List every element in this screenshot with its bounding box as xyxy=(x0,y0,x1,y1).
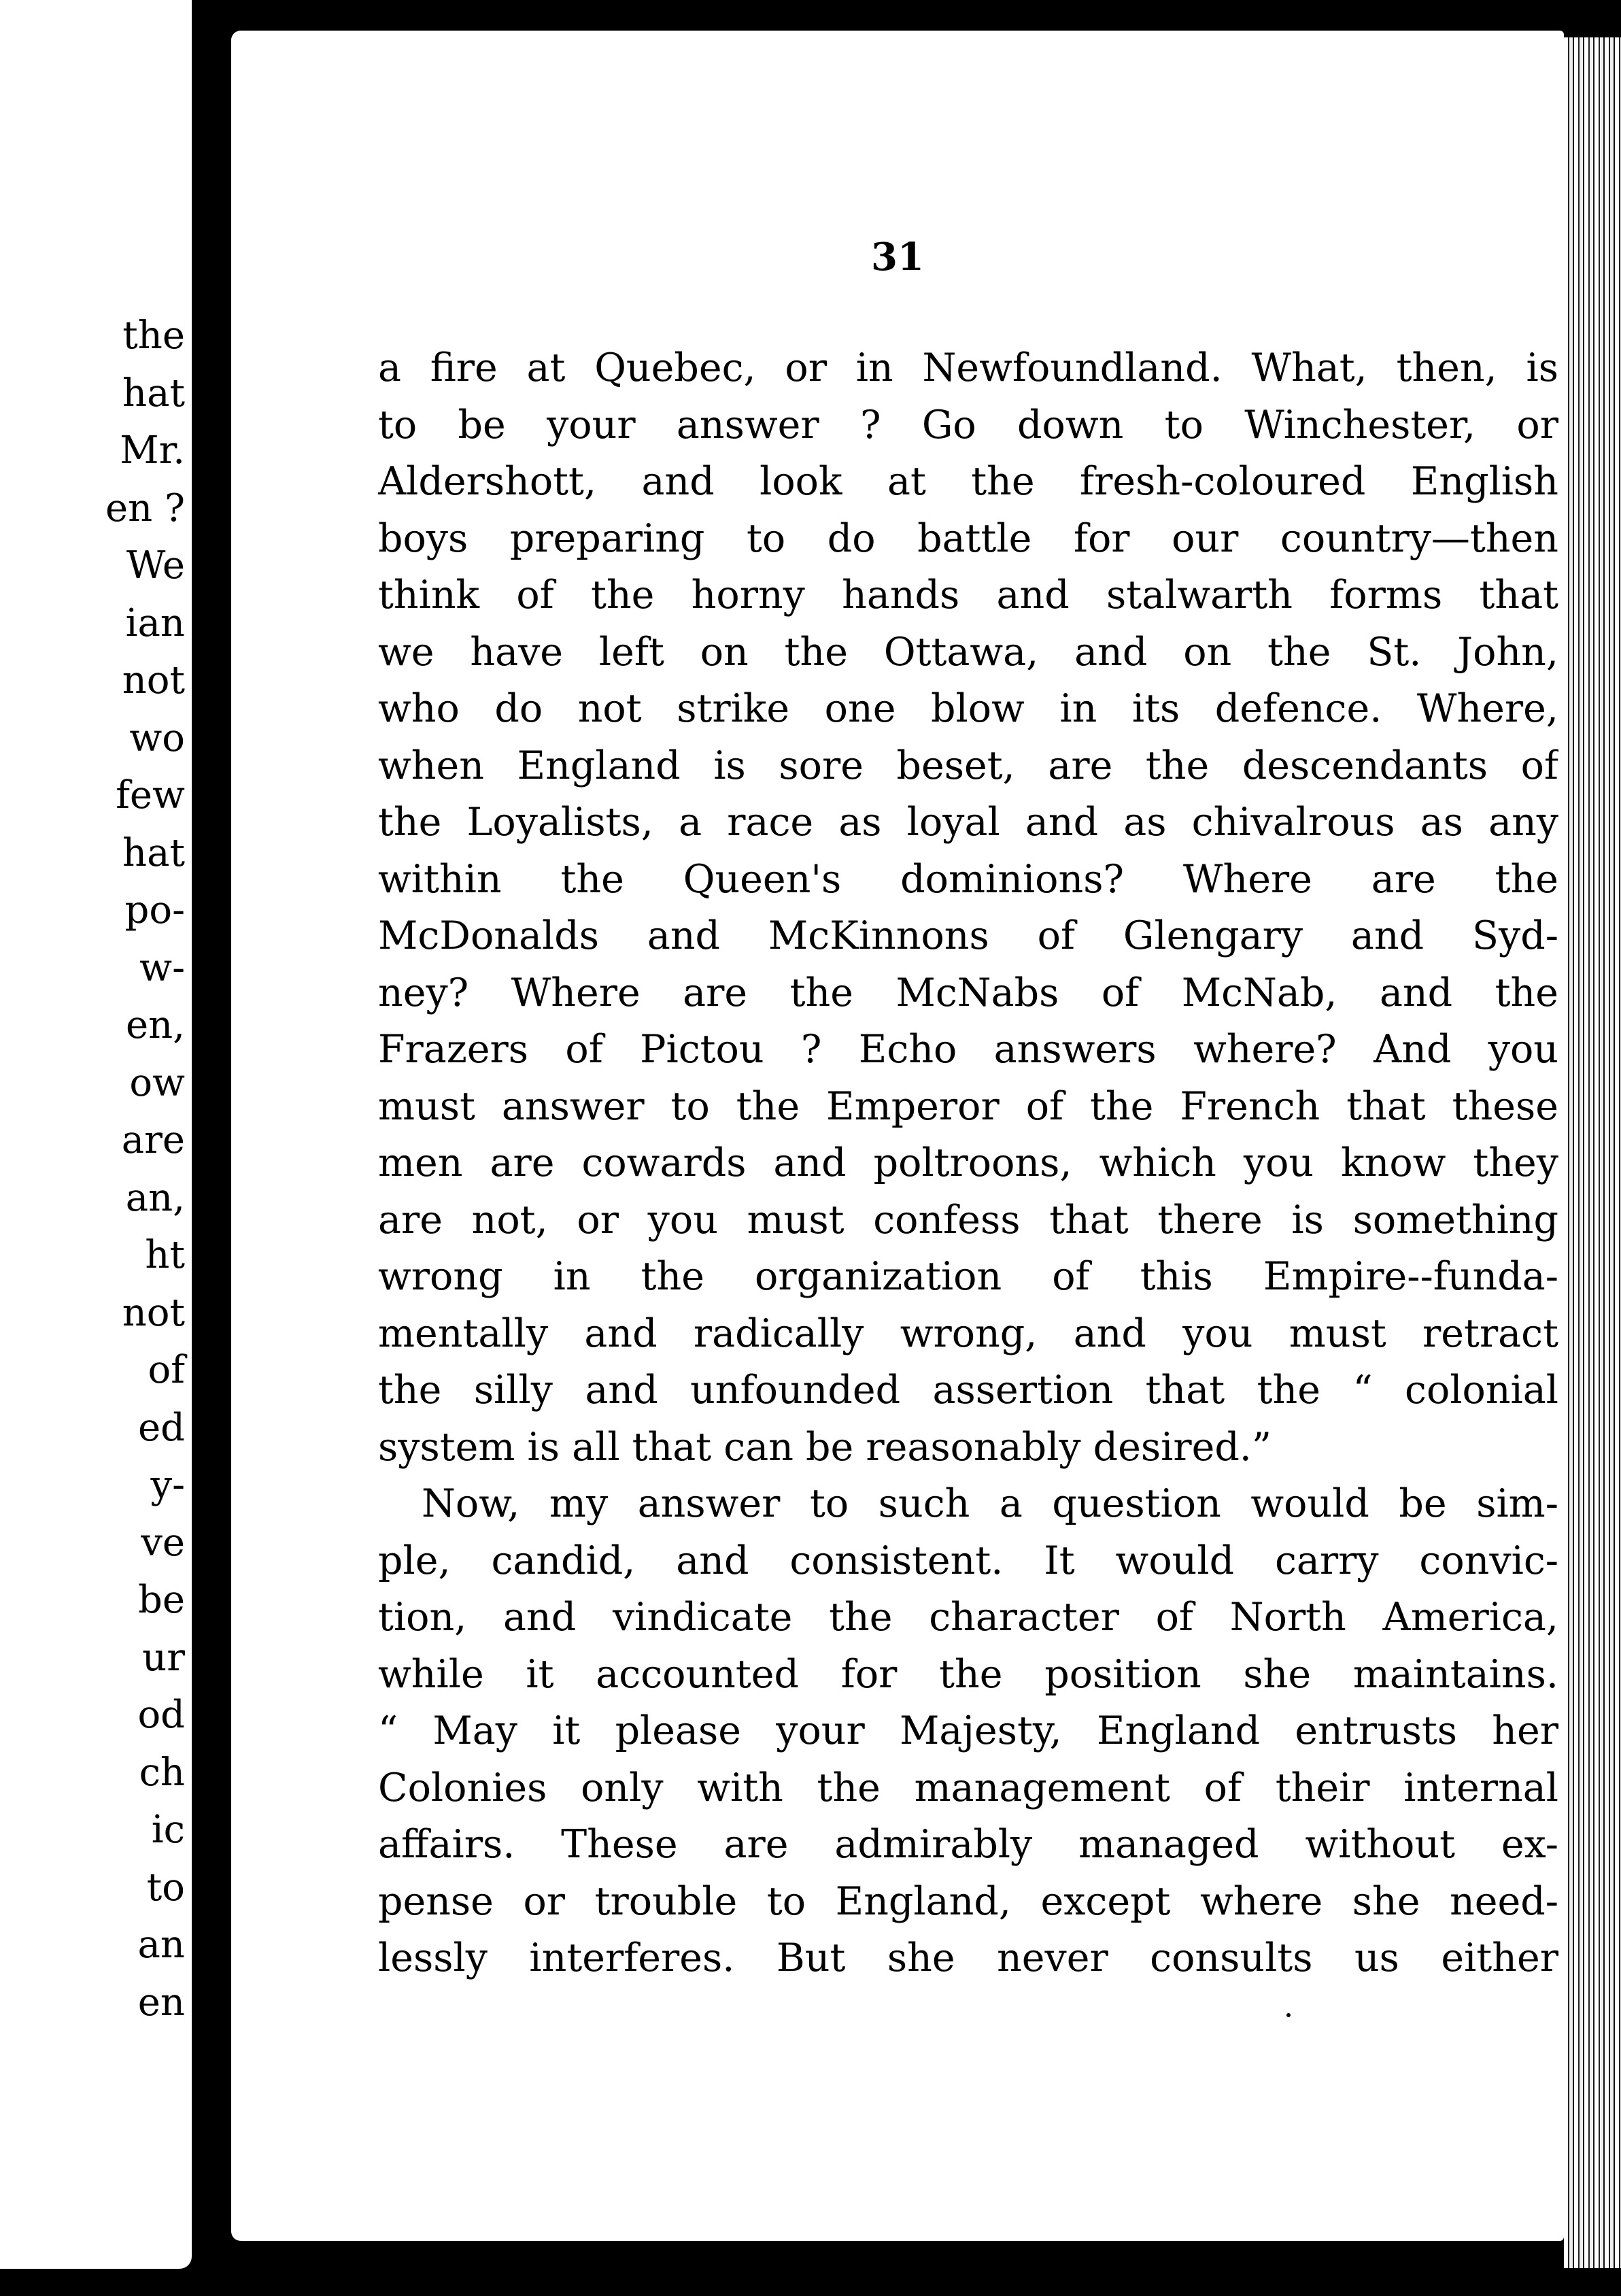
left-page-fragment: en xyxy=(137,1980,185,2025)
left-page-fragment: ian xyxy=(125,601,185,645)
left-page-fragment: en, xyxy=(125,1003,185,1047)
text-line: a fire at Quebec, or in Newfoundland. What, then, is xyxy=(378,345,1558,390)
left-page-fragment: od xyxy=(137,1693,185,1737)
left-page-fragment: are xyxy=(121,1118,185,1162)
left-page-fragment: not xyxy=(122,1291,185,1335)
text-line: the Loyalists, a race as loyal and as chivalrous as any xyxy=(378,800,1558,845)
text-line: to be your answer ? Go down to Winchester, or xyxy=(378,402,1558,448)
text-line: affairs. These are admirably managed without ex- xyxy=(378,1822,1558,1867)
text-line: who do not strike one blow in its defence. Where, xyxy=(378,686,1558,731)
text-line: think of the horny hands and stalwarth forms that xyxy=(378,573,1558,618)
left-page-fragment: ur xyxy=(142,1636,185,1680)
text-line: must answer to the Emperor of the French that these xyxy=(378,1083,1558,1129)
page-number: 31 xyxy=(871,235,924,280)
left-page-fragment: ht xyxy=(145,1233,185,1277)
left-page-fragment: hat xyxy=(122,371,185,416)
text-line: “ May it please your Majesty, England entrusts her xyxy=(378,1708,1558,1753)
left-page-fragment: w- xyxy=(139,946,185,990)
text-line: ney? Where are the McNabs of McNab, and the xyxy=(378,970,1558,1015)
text-line: while it accounted for the position she maintains. xyxy=(378,1651,1558,1697)
page-edges xyxy=(1564,37,1621,2268)
paragraph-first-line: Now, my answer to such a question would be sim- xyxy=(422,1481,1558,1526)
text-line: Aldershott, and look at the fresh-coloured English xyxy=(378,459,1558,504)
left-page-fragment: hat xyxy=(122,831,185,875)
text-line: within the Queen's dominions? Where are the xyxy=(378,856,1558,902)
text-line: when England is sore beset, are the descendants of xyxy=(378,743,1558,788)
left-page-fragment: ve xyxy=(141,1521,185,1565)
left-page-fragment: en ? xyxy=(105,486,185,530)
text-line: tion, and vindicate the character of North America, xyxy=(378,1595,1558,1640)
left-page-fragment: an, xyxy=(125,1176,185,1220)
ink-speck xyxy=(1286,2013,1291,2017)
left-page-fragment: wo xyxy=(129,716,185,760)
left-page-fragment: to xyxy=(146,1866,185,1910)
text-line: Colonies only with the management of their internal xyxy=(378,1765,1558,1810)
text-line: ple, candid, and consistent. It would carry convic- xyxy=(378,1538,1558,1583)
text-line: the silly and unfounded assertion that the “ colonial xyxy=(378,1368,1558,1413)
body-text xyxy=(378,340,1558,1987)
text-line: we have left on the Ottawa, and on the St. John, xyxy=(378,629,1558,675)
text-line: mentally and radically wrong, and you must retract xyxy=(378,1311,1558,1356)
left-page-fragment: not xyxy=(122,658,185,703)
text-line: wrong in the organization of this Empire--funda- xyxy=(378,1254,1558,1299)
left-page-fragment: few xyxy=(116,773,185,817)
left-page-fragment: We xyxy=(126,543,185,588)
left-page-fragment: y- xyxy=(150,1463,185,1507)
text-line: system is all that can be reasonably desired.” xyxy=(378,1424,1272,1470)
left-page-fragment: be xyxy=(138,1578,185,1622)
text-line: boys preparing to do battle for our country—then xyxy=(378,516,1558,561)
left-page-fragment: Mr. xyxy=(120,428,185,473)
left-page-fragment: po- xyxy=(124,888,185,932)
text-line: men are cowards and poltroons, which you know they xyxy=(378,1141,1558,1185)
book-gutter xyxy=(192,0,231,2296)
left-page-fragment: the xyxy=(122,314,185,358)
facing-page-left xyxy=(0,0,192,2269)
text-line: lessly interferes. But she never consults us either xyxy=(378,1936,1558,1980)
left-page-fragment: an xyxy=(137,1923,185,1967)
left-page-fragment: ch xyxy=(139,1751,185,1795)
text-line: McDonalds and McKinnons of Glengary and Syd- xyxy=(378,913,1558,958)
left-page-fragment: ed xyxy=(138,1406,185,1450)
text-line: pense or trouble to England, except where she need- xyxy=(378,1878,1558,1924)
left-page-fragment: ic xyxy=(151,1808,185,1852)
left-page-fragment: of xyxy=(148,1348,185,1392)
text-line: are not, or you must confess that there is something xyxy=(378,1197,1558,1243)
text-line: Frazers of Pictou ? Echo answers where? And you xyxy=(378,1027,1558,1072)
left-page-fragment: ow xyxy=(129,1061,185,1105)
book-page xyxy=(231,31,1564,2241)
